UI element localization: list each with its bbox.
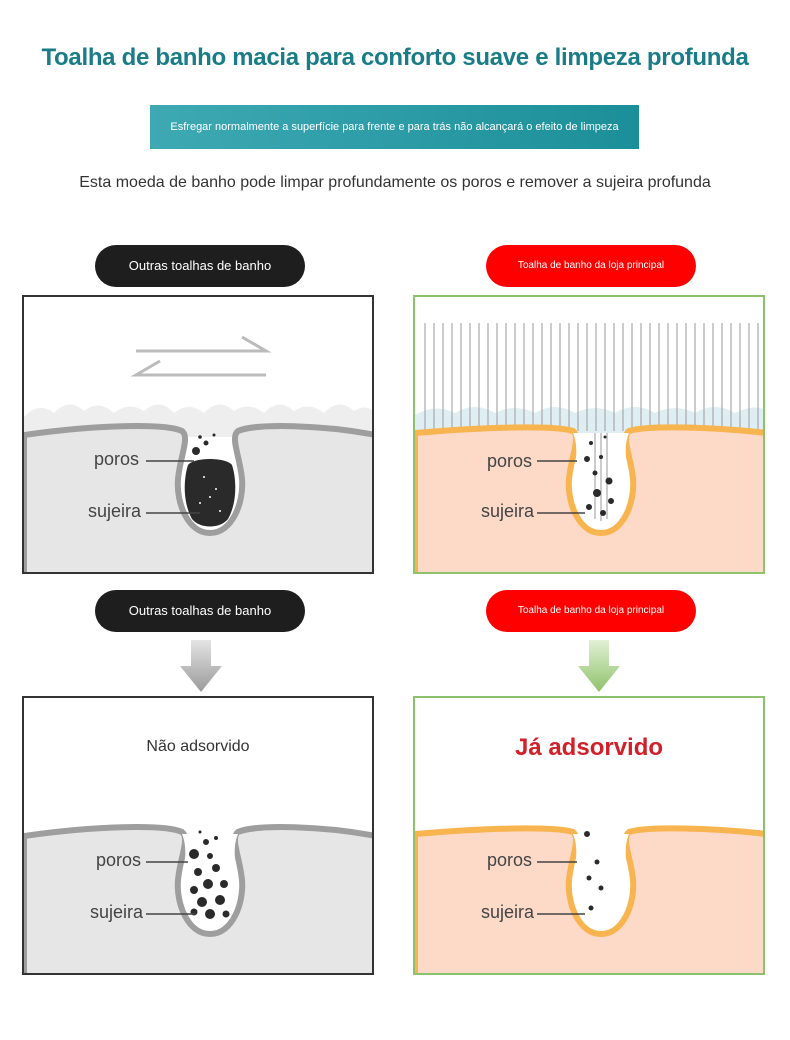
label-main-towel-bottom: Toalha de banho da loja principal — [486, 590, 696, 632]
panel-other-result — [22, 696, 374, 975]
dirt-fill — [185, 459, 236, 527]
label-pores: poros — [487, 850, 533, 870]
info-banner: Esfregar normalmente a superfície para frente e para trás não alcançará o efeito de limpeza — [150, 105, 639, 149]
label-other-towels-top: Outras toalhas de banho — [95, 245, 305, 287]
label-dirt: sujeira — [481, 501, 535, 521]
label-main-towel-top: Toalha de banho da loja principal — [486, 245, 696, 287]
label-pores: poros — [487, 451, 533, 471]
arrow-down-gray-icon — [180, 640, 222, 692]
pore-cavity — [573, 834, 629, 924]
page-title: Toalha de banho macia para conforto suave e limpeza profunda — [41, 44, 749, 71]
panel-main-result — [413, 696, 765, 975]
page-subtitle: Esta moeda de banho pode limpar profundamente os poros e remover a sujeira profunda — [79, 174, 711, 191]
result-not-absorbed: Não adsorvido — [146, 738, 250, 755]
scrub-arrow-right — [136, 337, 266, 351]
result-absorbed: Já adsorvido — [514, 734, 664, 761]
label-dirt: sujeira — [481, 902, 535, 922]
panel-main-scrub — [413, 295, 765, 574]
arrow-down-green-icon — [578, 640, 620, 692]
label-pores: poros — [96, 850, 142, 870]
label-dirt: sujeira — [88, 501, 142, 521]
label-dirt: sujeira — [90, 902, 144, 922]
diagram-main-result — [415, 698, 765, 975]
scrub-arrow-left — [136, 361, 266, 375]
label-pores: poros — [94, 449, 140, 469]
label-other-towels-bottom: Outras toalhas de banho — [95, 590, 305, 632]
panel-other-scrub — [22, 295, 374, 574]
diagram-main-scrub — [415, 297, 765, 574]
diagram-other-result — [24, 698, 374, 975]
diagram-other-scrub — [24, 297, 374, 574]
